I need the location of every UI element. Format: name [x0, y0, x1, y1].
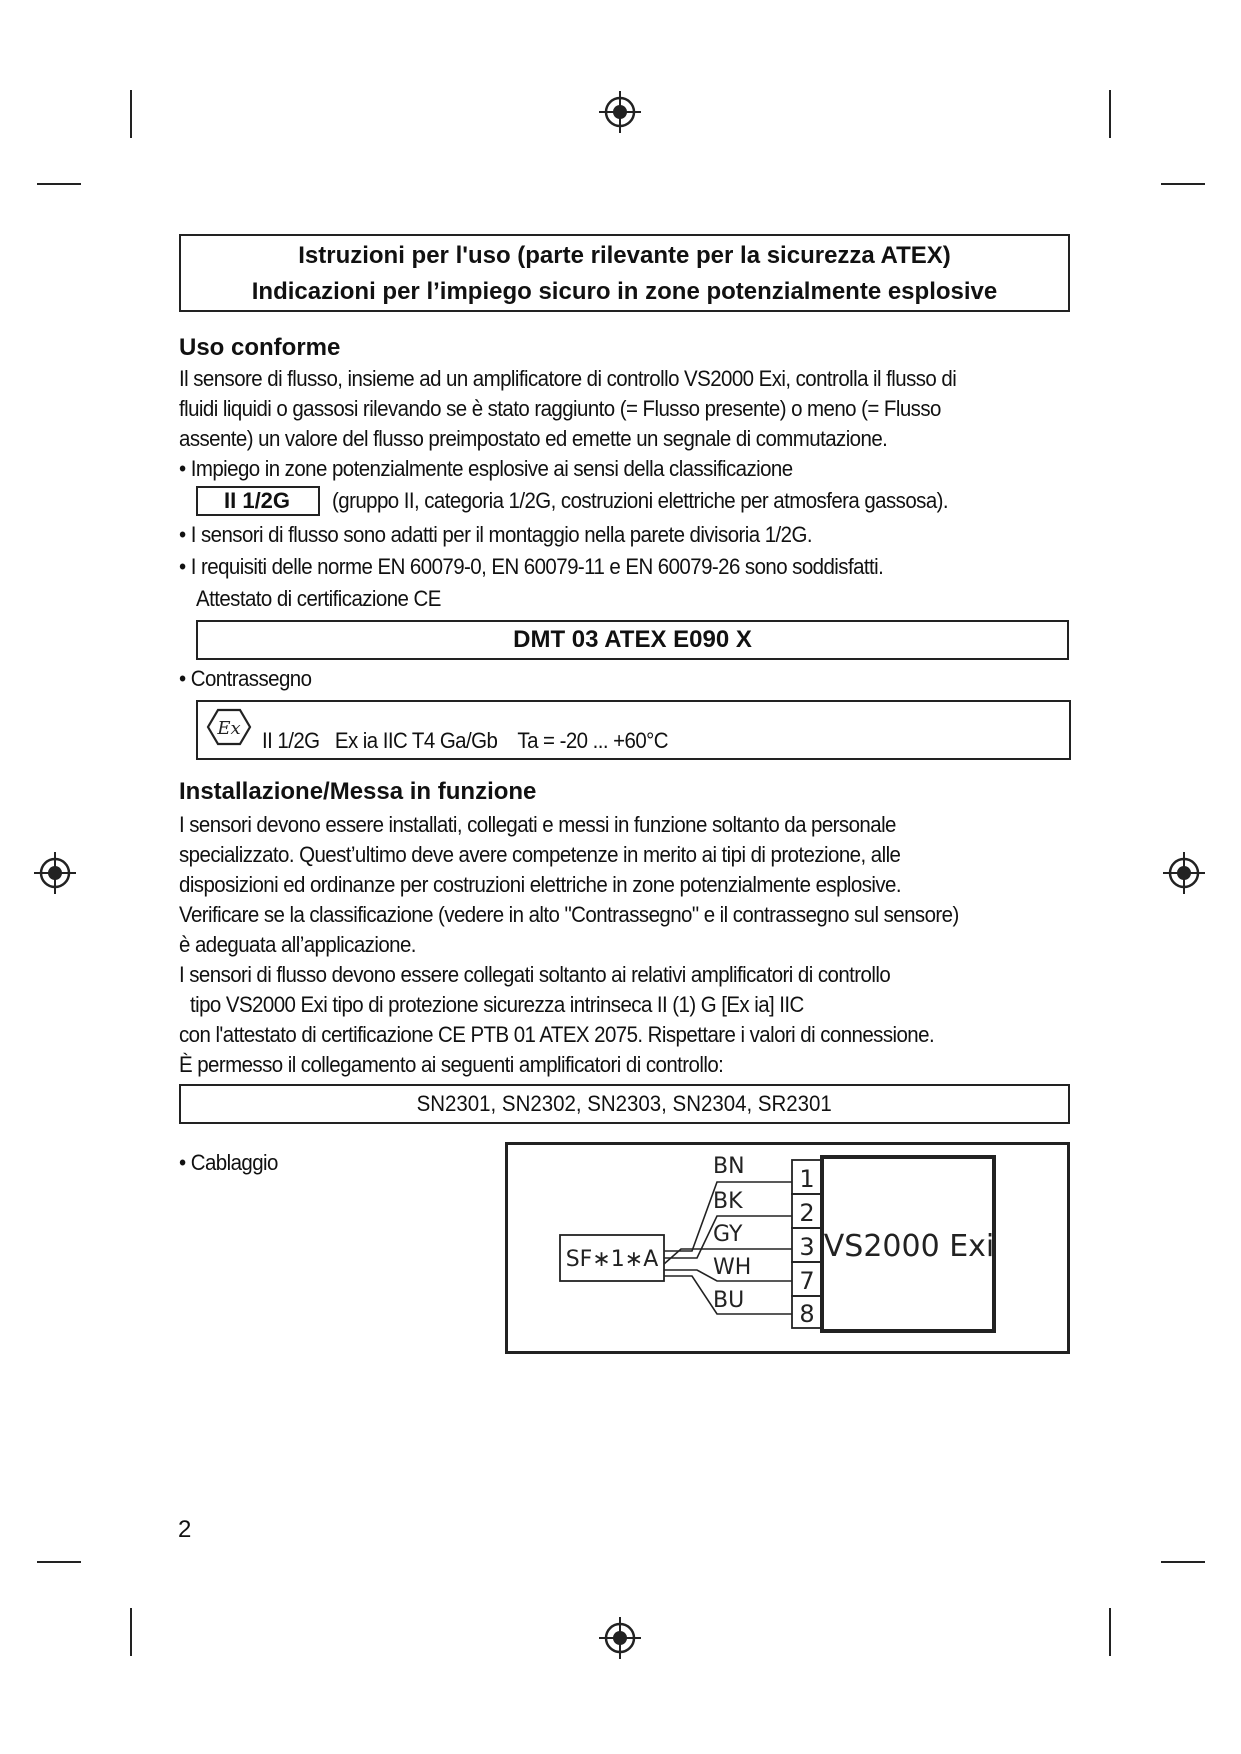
marking-box [196, 700, 1071, 760]
category-description: (gruppo II, categoria 1/2G, costruzioni elettriche per atmosfera gassosa). [332, 488, 949, 513]
crop-mark [1109, 90, 1111, 138]
install-line-5: è adeguata all’applicazione. [179, 932, 416, 957]
crop-mark [1161, 1561, 1205, 1563]
registration-mark-icon [34, 852, 76, 894]
title-box [179, 234, 1070, 312]
wire-label-gy: GY [713, 1222, 743, 1247]
crop-mark [1109, 1608, 1111, 1656]
cert-label: Attestato di certificazione CE [196, 586, 441, 611]
list-item: • Impiego in zone potenzialmente esplosive ai sensi della classificazione [179, 456, 793, 481]
registration-mark-icon [599, 91, 641, 133]
bullet-text: I requisiti delle norme EN 60079-0, EN 60079-11 e EN 60079-26 sono soddisfatti. [190, 554, 884, 579]
crop-mark [130, 90, 132, 138]
crop-mark [37, 183, 81, 185]
list-item: • Contrassegno [179, 666, 312, 691]
uso-paragraph-line-1: Il sensore di flusso, insieme ad un amplificatore di controllo VS2000 Exi, controlla il flusso di [179, 366, 957, 391]
wire-label-bk: BK [713, 1189, 743, 1214]
ex-symbol-text: Ex [217, 718, 241, 739]
bullet-text: Cablaggio [190, 1150, 278, 1175]
registration-mark-icon [599, 1617, 641, 1659]
page-number: 2 [178, 1516, 192, 1543]
crop-mark [37, 1561, 81, 1563]
wire-label-bu: BU [713, 1288, 745, 1313]
category-badge: II 1/2G [196, 486, 320, 516]
amplifiers-list: SN2301, SN2302, SN2303, SN2304, SR2301 [416, 1091, 833, 1116]
uso-paragraph-line-2: fluidi liquidi o gassosi rilevando se è stato raggiunto (= Flusso presente) o meno (= Flusso [179, 396, 941, 421]
category-row [196, 486, 994, 516]
ex-hexagon-icon [206, 708, 252, 746]
terminal-number: 7 [799, 1267, 815, 1295]
install-line-3: disposizioni ed ordinanze per costruzioni elettriche in zone potenzialmente esplosive. [179, 872, 901, 897]
sensor-label: SF∗1∗A [565, 1247, 659, 1272]
install-line-2: specializzato. Quest’ultimo deve avere competenze in merito ai tipi di protezione, alle [179, 842, 901, 867]
wiring-diagram [505, 1142, 1070, 1354]
install-line-7: tipo VS2000 Exi tipo di protezione sicurezza intrinseca II (1) G [Ex ia] IIC [190, 992, 804, 1017]
cert-number: DMT 03 ATEX E090 X [513, 626, 752, 653]
bullet-text: Impiego in zone potenzialmente esplosive ai sensi della classificazione [190, 456, 793, 481]
marking-text: II 1/2G Ex ia IIC T4 Ga/Gb Ta = -20 ... +60°C [262, 728, 668, 753]
section-heading-install: Installazione/Messa in funzione [179, 778, 537, 805]
install-line-9: È permesso il collegamento ai seguenti amplificatori di controllo: [179, 1052, 724, 1077]
install-line-1: I sensori devono essere installati, collegati e messi in funzione soltanto da personale [179, 812, 896, 837]
list-item: • I requisiti delle norme EN 60079-0, EN 60079-11 e EN 60079-26 sono soddisfatti. [179, 554, 884, 579]
title-line-1: Istruzioni per l'uso (parte rilevante per la sicurezza ATEX) [298, 242, 951, 269]
terminal-number: 3 [799, 1233, 815, 1261]
list-item: • I sensori di flusso sono adatti per il montaggio nella parete divisoria 1/2G. [179, 522, 812, 547]
cert-number-box [196, 620, 1069, 660]
terminal-number: 1 [799, 1165, 815, 1193]
list-item: • Cablaggio [179, 1150, 278, 1175]
install-line-8: con l'attestato di certificazione CE PTB 01 ATEX 2075. Rispettare i valori di connessione. [179, 1022, 935, 1047]
wire-label-bn: BN [713, 1154, 745, 1179]
install-line-4: Verificare se la classificazione (vedere in alto "Contrassegno" e il contrassegno sul sensore) [179, 902, 959, 927]
install-line-6: I sensori di flusso devono essere collegati soltanto ai relativi amplificatori di controllo [179, 962, 891, 987]
title-line-2: Indicazioni per l’impiego sicuro in zone potenzialmente esplosive [251, 278, 998, 305]
bullet-text: Contrassegno [190, 666, 312, 691]
terminal-number: 2 [799, 1199, 815, 1227]
crop-mark [130, 1608, 132, 1656]
registration-mark-icon [1163, 852, 1205, 894]
terminal-number: 8 [799, 1300, 815, 1328]
uso-paragraph-line-3: assente) un valore del flusso preimpostato ed emette un segnale di commutazione. [179, 426, 888, 451]
wire-label-wh: WH [713, 1255, 752, 1280]
bullet-text: I sensori di flusso sono adatti per il montaggio nella parete divisoria 1/2G. [190, 522, 812, 547]
section-heading-uso: Uso conforme [179, 334, 341, 361]
device-label: VS2000 Exi [823, 1229, 995, 1264]
crop-mark [1161, 183, 1205, 185]
amplifiers-box [179, 1084, 1070, 1124]
